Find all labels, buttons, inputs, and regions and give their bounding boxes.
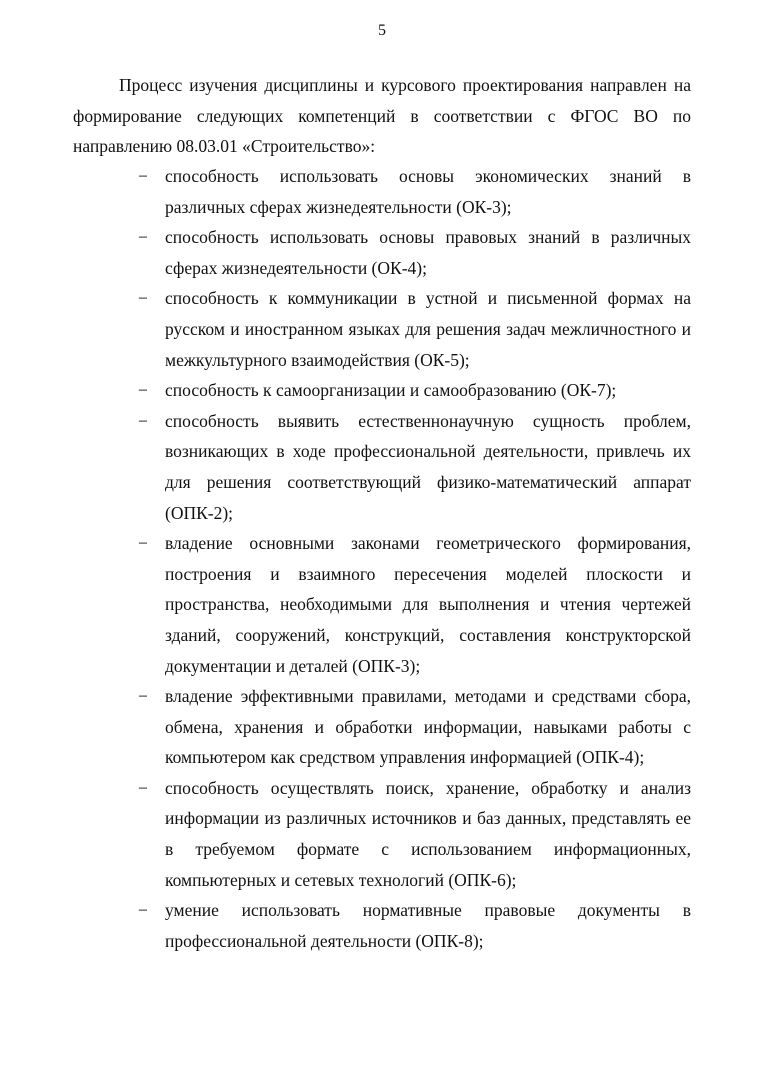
list-item [138, 375, 691, 406]
list-item [138, 681, 691, 773]
dash-marker: − [138, 288, 148, 309]
competency-text: способность использовать основы правовых знаний в различных сферах жизнедеятельности (ОК-4); [165, 227, 691, 278]
dash-marker: − [138, 533, 148, 554]
dash-marker: − [138, 686, 148, 707]
competency-text: умение использовать нормативные правовые документы в профессиональной деятельности (ОПК-8); [165, 900, 691, 951]
competency-text: способность осуществлять поиск, хранение, обработку и анализ информации из различных источников и баз данных, представлять ее в требуемом формате с использованием информационных, компьютерных и сетевых технологий (ОПК-6); [165, 777, 691, 890]
page-number: 5 [378, 22, 386, 39]
list-item [138, 161, 691, 222]
competency-text: способность к самоорганизации и самообразованию (ОК-7); [165, 380, 617, 401]
list-item [138, 222, 691, 283]
dash-marker: − [138, 777, 148, 798]
list-item [138, 895, 691, 956]
dash-marker: − [138, 410, 148, 431]
competency-list [138, 161, 691, 956]
list-item [138, 528, 691, 681]
dash-marker: − [138, 227, 148, 248]
intro-paragraph: Процесс изучения дисциплины и курсового проектирования направлен на формирование следующих компетенций в соответствии с ФГОС ВО по направлению 08.03.01 «Строительство»: [73, 75, 691, 157]
dash-marker: − [138, 380, 148, 401]
dash-marker: − [138, 900, 148, 921]
list-item [138, 406, 691, 528]
competency-text: способность использовать основы экономических знаний в различных сферах жизнедеятельности (ОК-3); [165, 166, 691, 217]
dash-marker: − [138, 166, 148, 186]
list-item [138, 283, 691, 375]
competency-text: способность к коммуникации в устной и письменной формах на русском и иностранном языках для решения задач межличностного и межкультурного взаимодействия (ОК-5); [165, 288, 691, 370]
competency-text: способность выявить естественнонаучную сущность проблем, возникающих в ходе профессиональной деятельности, привлечь их для решения соответствующий физико-математический аппарат (ОПК-2); [165, 410, 691, 523]
competency-text: владение основными законами геометрического формирования, построения и взаимного пересечения моделей плоскости и пространства, необходимыми для выполнения и чтения чертежей зданий, сооружений, конструкций, составления конструкторской документации и деталей (ОПК-3); [165, 533, 691, 676]
competency-text: владение эффективными правилами, методами и средствами сбора, обмена, хранения и обработки информации, навыками работы с компьютером как средством управления информацией (ОПК-4); [165, 686, 691, 768]
list-item [138, 773, 691, 895]
